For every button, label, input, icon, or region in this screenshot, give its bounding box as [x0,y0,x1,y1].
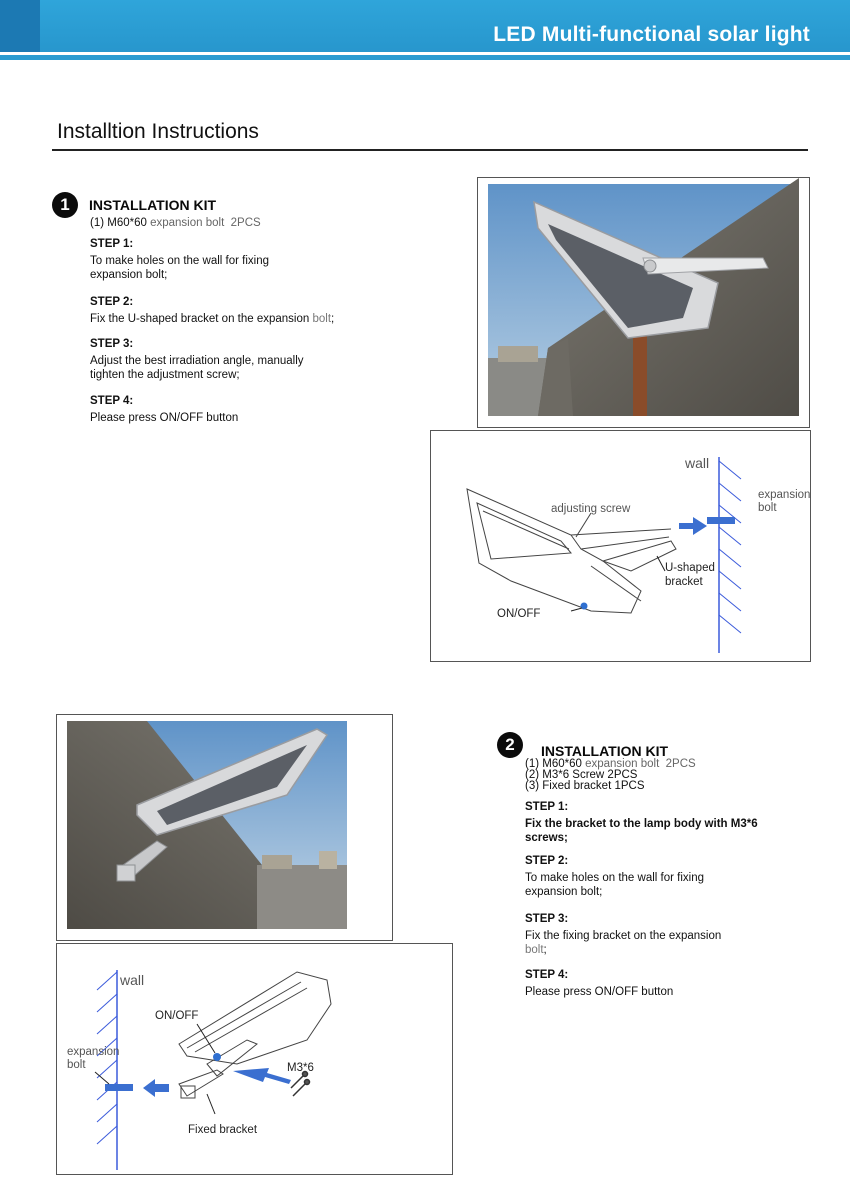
step-label: STEP 1: [90,238,134,250]
step-number-badge: 2 [497,732,523,758]
solar-light-photo-2 [57,715,392,940]
step-text: Fix the bracket to the lamp body with M3*6 screws; [525,818,758,844]
section-divider [52,149,808,151]
kit1-item-qty: 2PCS [230,217,261,229]
step-text: To make holes on the wall for fixing expansion bolt; [90,255,269,281]
kit1-item-desc: expansion bolt [150,217,225,229]
kit2-items [525,759,696,792]
diagram-2-drawing [57,944,452,1174]
step-text [525,929,735,957]
header-strip [0,55,850,60]
kit2-step-4 [525,969,765,999]
step-text: Please press ON/OFF button [90,412,239,424]
kit2-item-name: (3) Fixed bracket 1PCS [525,780,645,792]
step-label: STEP 4: [525,969,569,981]
adjusting-screw-label: adjusting screw [551,503,631,515]
step-text: Please press ON/OFF button [525,986,674,998]
step-label: STEP 2: [90,296,134,308]
kit1-item-name: (1) M60*60 [90,217,147,229]
kit2-step-3 [525,913,765,957]
section-title: Installtion Instructions [57,120,259,143]
fixed-bracket-label: Fixed bracket [188,1124,258,1136]
header-title: LED Multi-functional solar light [493,23,810,46]
step-label: STEP 2: [525,855,569,867]
wall-label: wall [685,455,710,471]
kit1-step-4 [90,395,330,425]
solar-light-photo-1 [478,178,809,427]
wall-label: wall [120,972,145,988]
step-text-main: Fix the U-shaped bracket on the expansion [90,313,310,325]
installation-diagram-2 [56,943,453,1175]
step-text-end: ; [543,944,547,956]
step-label: STEP 1: [525,801,569,813]
kit2-item-name: (2) M3*6 Screw 2PCS [525,769,638,781]
installation-diagram-1 [430,430,811,662]
step-text [90,312,390,326]
kit1-step-2 [90,296,335,326]
kit2-item [525,781,696,792]
kit2-item-desc: expansion bolt [585,758,660,770]
kit1-step-3 [90,338,330,382]
step-text: Adjust the best irradiation angle, manually tighten the adjustment screw; [90,355,304,381]
on-off-label: ON/OFF [497,608,541,620]
expansion-label: expansion [67,1046,120,1058]
kit2-item-qty: 2PCS [665,758,696,770]
diagram-1-drawing [431,431,810,661]
kit2-step-2 [525,855,765,899]
kit2-title: INSTALLATION KIT [541,743,669,759]
kit2-item-name: (1) M60*60 [525,758,582,770]
screw-label: M3*6 [287,1062,314,1074]
bracket-label: bracket [665,576,703,588]
step-label: STEP 4: [90,395,134,407]
step-text-main: Fix the fixing bracket on the expansion [525,930,722,942]
step-text: To make holes on the wall for fixing expansion bolt; [525,872,704,898]
photo-frame-1 [477,177,810,428]
header-accent [0,0,40,52]
step-label: STEP 3: [90,338,134,350]
on-off-label: ON/OFF [155,1010,199,1022]
kit1-step-1 [90,238,330,282]
step-label: STEP 3: [525,913,569,925]
kit1-title: INSTALLATION KIT [89,197,217,213]
step-text-muted: bolt [312,313,332,325]
expansion-bolt-label: expansion bolt [758,489,811,514]
step-number-badge: 1 [52,192,78,218]
step-text-end: ; [331,313,335,325]
step-text-muted: bolt [525,944,544,956]
kit2-step-1 [525,801,765,845]
bolt-label: bolt [67,1059,86,1071]
kit1-item [90,218,261,229]
u-shaped-label: U-shaped [665,562,715,574]
photo-frame-2 [56,714,393,941]
